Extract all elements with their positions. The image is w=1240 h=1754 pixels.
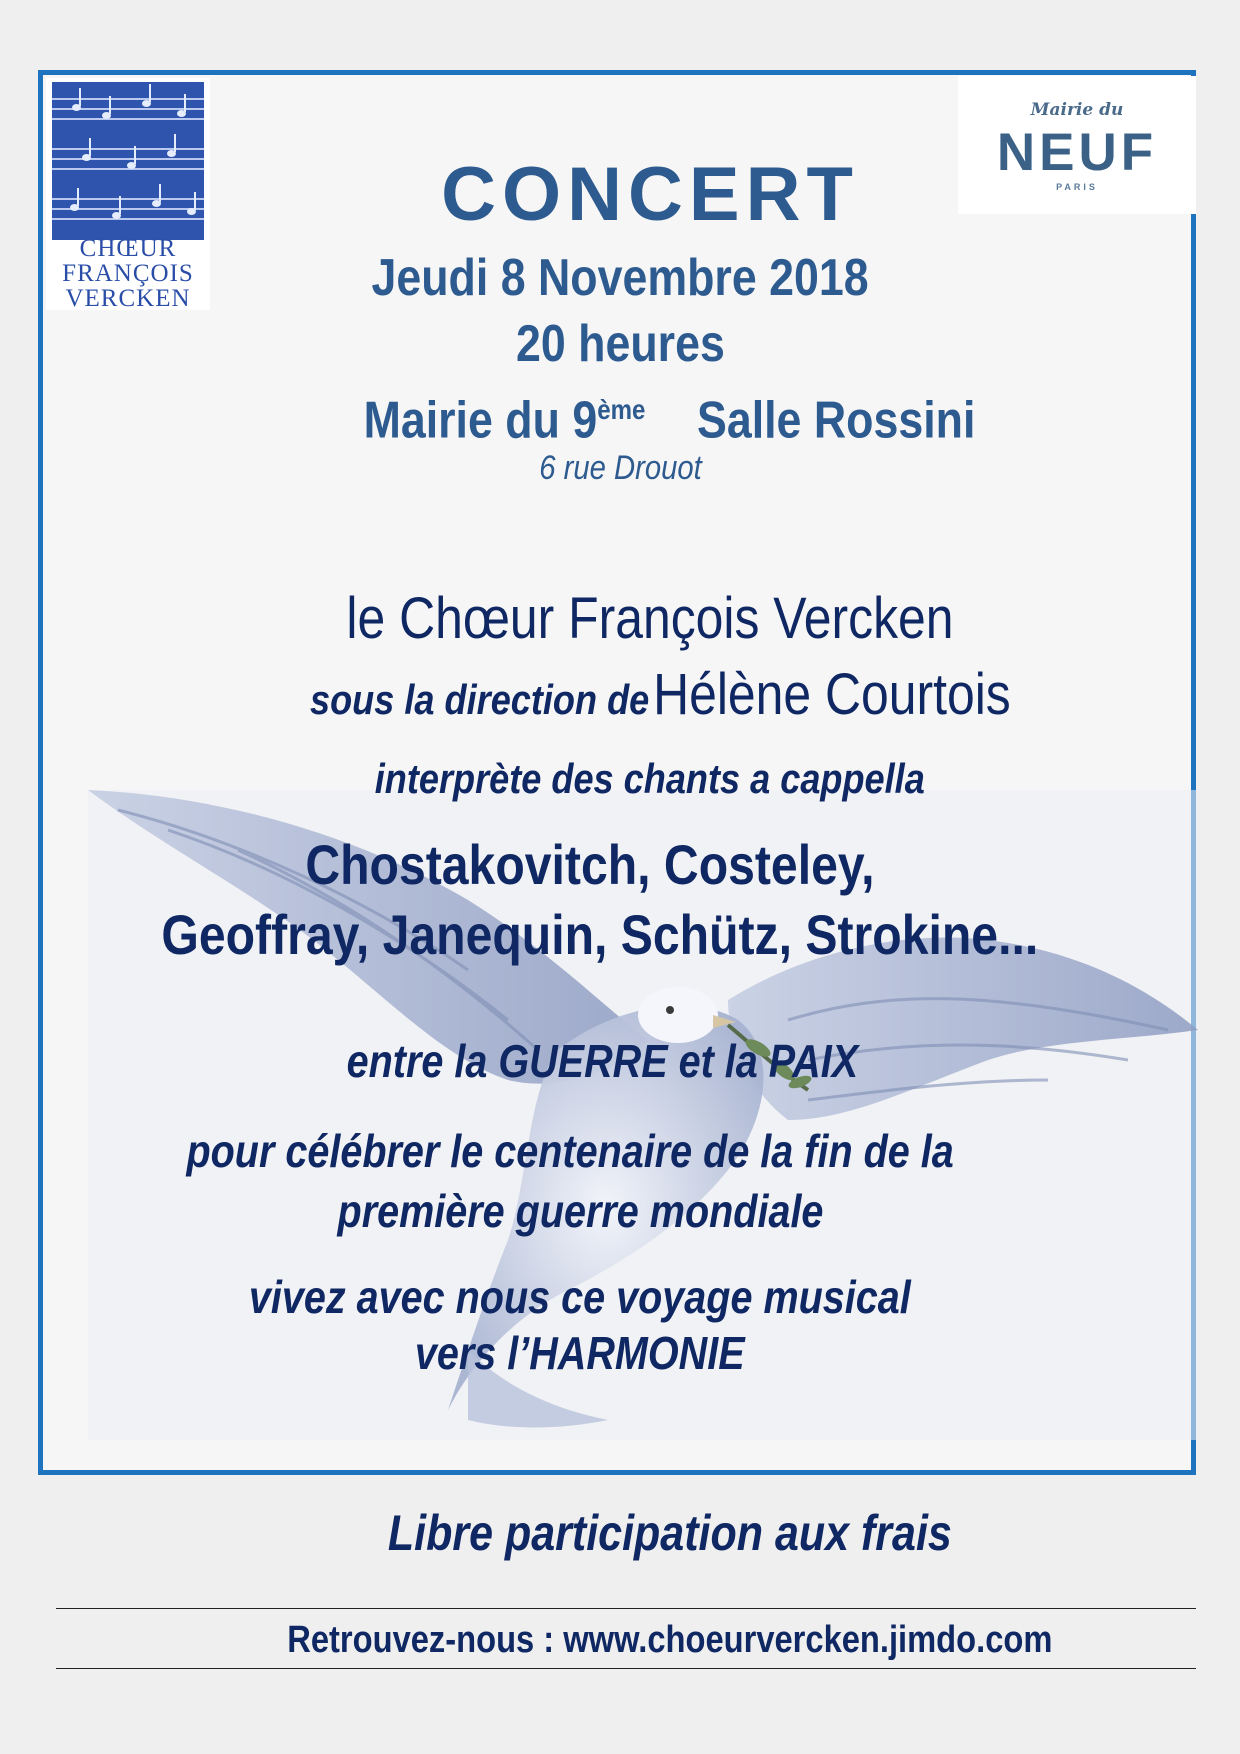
venue-room: Salle Rossini	[697, 391, 976, 450]
choir-logo-line-1: CHŒUR	[79, 235, 177, 262]
concert-address: 6 rue Drouot	[538, 449, 702, 487]
concert-date: Jeudi 8 Novembre 2018	[371, 249, 869, 307]
venue-main: Mairie du 9	[363, 391, 598, 450]
website-line[interactable]: Retrouvez-nous : www.choeurvercken.jimdo.com	[287, 1619, 1053, 1661]
direction-prefix: sous la direction de	[309, 676, 649, 723]
choir-logo-line-3: VERCKEN	[65, 285, 191, 312]
composers-line-2: Geoffray, Janequin, Schütz, Strokine...	[161, 903, 1039, 966]
entry-info: Libre participation aux frais	[388, 1505, 952, 1561]
choir-logo-line-2: FRANÇOIS	[62, 260, 194, 287]
mairie-logo-script: Mairie du	[1030, 100, 1124, 120]
direction-line	[40, 660, 1240, 745]
mairie-logo-main: NEUF	[996, 123, 1158, 182]
mairie-logo-sub: PARIS	[1056, 182, 1098, 192]
director-name: Hélène Courtois	[652, 662, 1011, 727]
venue-sup: ème	[597, 394, 646, 425]
concert-venue	[0, 380, 1240, 450]
footer-bottom-rule	[56, 1668, 1196, 1669]
invite-line-2: vers l’HARMONIE	[415, 1327, 745, 1379]
purpose-line-1: pour célébrer le centenaire de la fin de la	[186, 1125, 954, 1177]
concert-time: 20 heures	[515, 315, 725, 373]
composers-line-1: Chostakovitch, Costeley,	[305, 833, 875, 896]
footer-top-rule	[56, 1608, 1196, 1609]
choir-name: le Chœur François Vercken	[346, 586, 954, 651]
concert-title: CONCERT	[441, 152, 859, 237]
performs-line: interprète des chants a cappella	[374, 755, 926, 802]
theme-line: entre la GUERRE et la PAIX	[346, 1035, 858, 1087]
invite-line-1: vivez avec nous ce voyage musical	[249, 1271, 911, 1323]
purpose-line-2: première guerre mondiale	[337, 1185, 823, 1237]
